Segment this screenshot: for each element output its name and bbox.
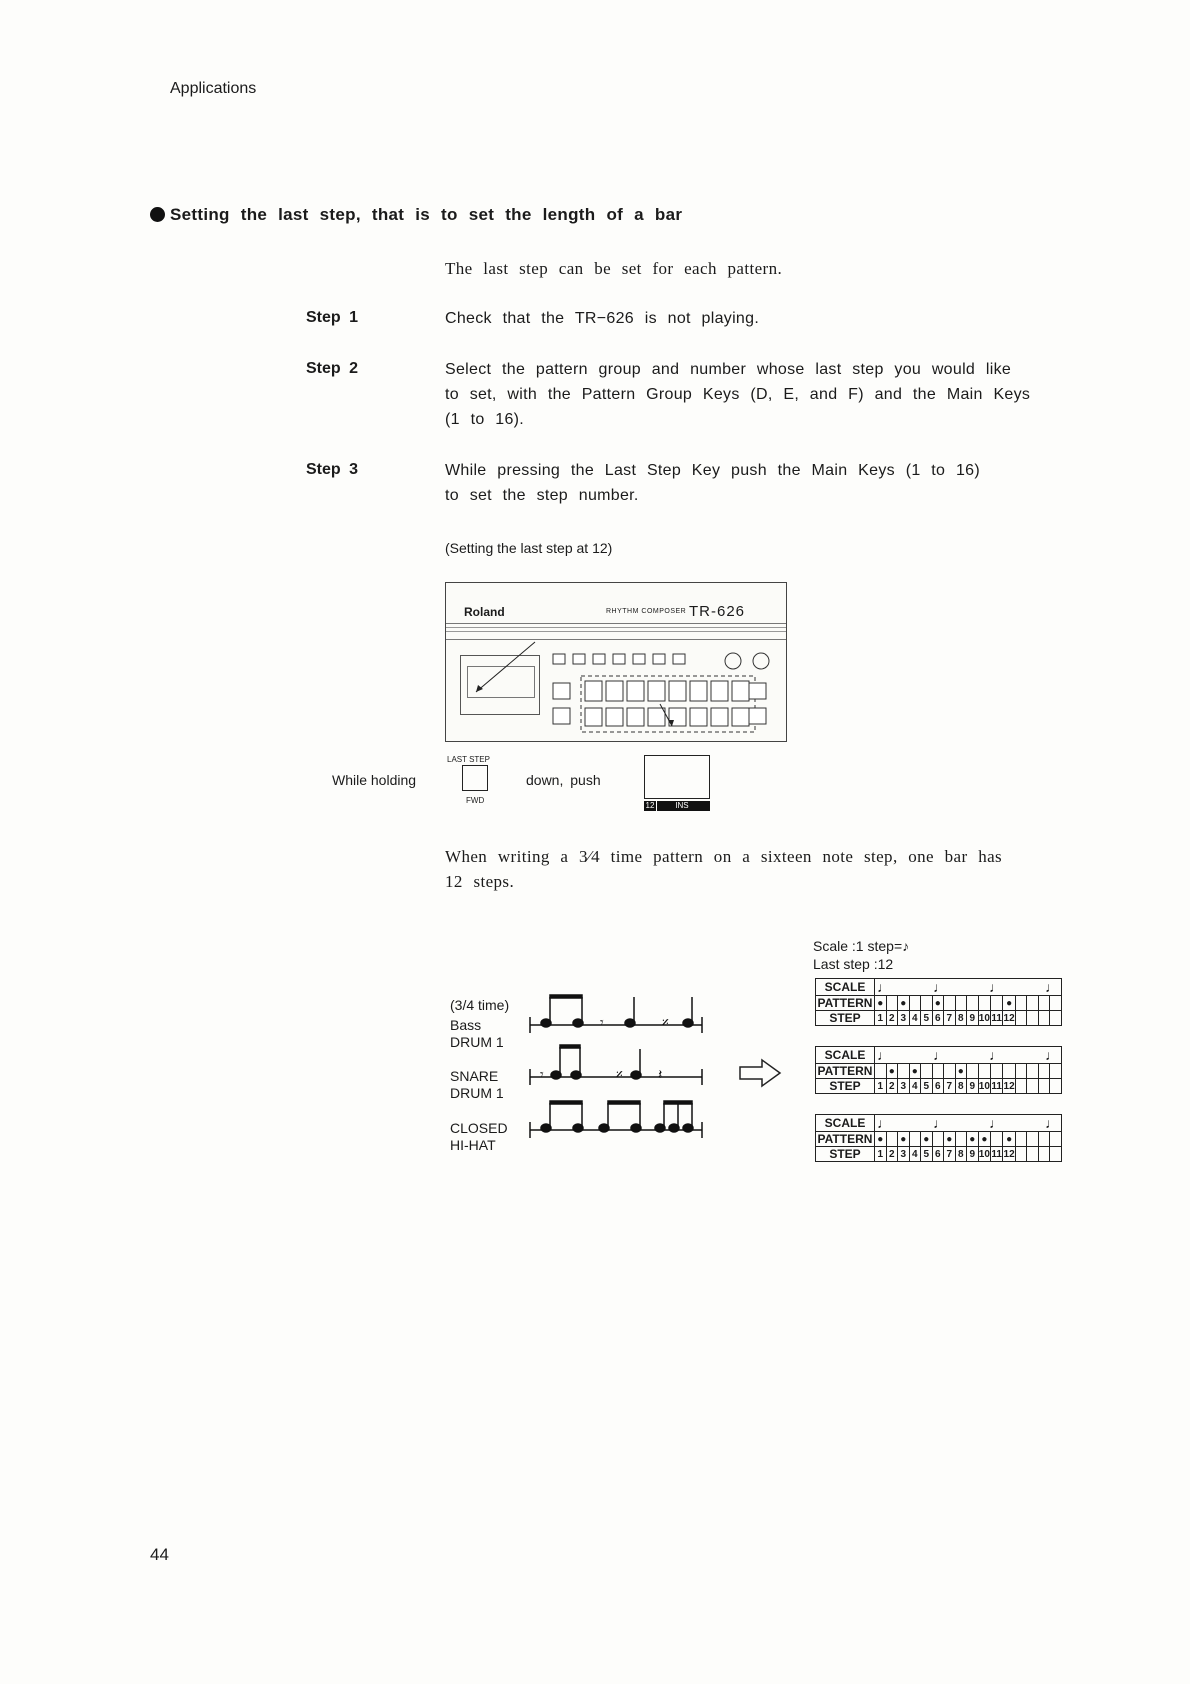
rhythm-notation [528,985,718,1155]
pattern-cell: ● [886,1064,898,1079]
side-button [749,683,766,699]
last-step-key [462,765,488,791]
main-key-button [711,681,728,701]
step-cell: 12 [1003,1012,1015,1024]
svg-text:𝄎: 𝄎 [616,1067,623,1083]
step-2-label: Step 2 [306,360,359,377]
step-cell: 1 [875,1079,887,1094]
step-cell: 11 [991,1080,1002,1092]
pattern-cell: ● [875,1132,887,1147]
down-push-text: down, push [526,772,601,788]
step-cell: 12 [1003,1148,1015,1160]
step-cell: 8 [955,1079,967,1094]
instrument-snare: SNARE DRUM 1 [450,1068,504,1101]
instrument-bass: Bass DRUM 1 [450,1017,504,1050]
step-cell [1015,1147,1027,1162]
scale-header: SCALE [816,1115,875,1132]
main-key [644,755,710,799]
step-cell: 10 [978,1148,990,1160]
step-cell [1027,1079,1039,1094]
step-grid-3 [815,1114,1062,1162]
pattern-cell [909,1132,921,1147]
step-cell: 10 [978,1012,990,1024]
pattern-cell: ● [932,996,944,1011]
pattern-cell [909,996,921,1011]
step-cell: 11 [991,1148,1002,1160]
step-cell: 12 [1003,1080,1015,1092]
step-cell: 8 [955,1147,967,1162]
main-key-button [711,708,728,726]
step-cell [1038,1011,1050,1026]
model-prefix: RHYTHM COMPOSER [606,608,687,615]
step-cell: 5 [921,1011,933,1026]
step-cell: 9 [967,1079,979,1094]
main-key-button [732,708,749,726]
step-cell [1027,1011,1039,1026]
pattern-cell [1027,1064,1039,1079]
step-cell: 10 [978,1080,990,1092]
step-cell: 3 [898,1011,910,1026]
step-cell: 4 [909,1147,921,1162]
step-cell [1050,1011,1062,1026]
scale-notes: ♩ ♩ ♩ ♩ [875,979,1062,996]
right-arrow-icon [738,1058,784,1088]
pattern-cell [1015,996,1027,1011]
last-step-label: LAST STEP [447,755,490,764]
pattern-cell [1003,1064,1016,1079]
pattern-cell [932,1132,944,1147]
bullet-icon [150,207,165,222]
pattern-cell [944,1064,956,1079]
explanation-text: When writing a 3⁄4 time pattern on a sixteen note step, one bar has 12 steps. [445,847,1003,891]
pattern-cell: ● [1003,996,1016,1011]
step-cell: 4 [909,1079,921,1094]
pattern-cell: ● [967,1132,979,1147]
scale-notes: ♩ ♩ ♩ ♩ [875,1047,1062,1064]
scale-notes: ♩ ♩ ♩ ♩ [875,1115,1062,1132]
pattern-cell [955,996,967,1011]
pattern-cell [1050,996,1062,1011]
instrument-hihat: CLOSED HI-HAT [450,1120,508,1153]
pattern-cell: ● [978,1132,991,1147]
step-cell: 2 [886,1011,898,1026]
pattern-cell [1015,1132,1027,1147]
pattern-cell [1015,1064,1027,1079]
pattern-cell [886,996,898,1011]
brand-logo: Roland [464,605,505,619]
pattern-cell [921,996,933,1011]
svg-text:𝄽: 𝄽 [658,1067,663,1083]
step-cell [1015,1079,1027,1094]
step-cell: 9 [967,1147,979,1162]
step-grid-1 [815,978,1062,1026]
pattern-cell [875,1064,887,1079]
step-3-label: Step 3 [306,461,359,478]
pattern-cell [1050,1132,1062,1147]
step-cell: 6 [932,1147,944,1162]
step-header: STEP [816,1011,875,1026]
pattern-cell: ● [898,1132,910,1147]
pattern-cell [978,996,991,1011]
pattern-cell [886,1132,898,1147]
pattern-cell [1027,996,1039,1011]
step-1-label: Step 1 [306,309,359,326]
step-header: STEP [816,1147,875,1162]
last-step-line: Last step :12 [813,956,894,972]
side-button [749,708,766,724]
pattern-cell [932,1064,944,1079]
step-cell [1015,1011,1027,1026]
step-cell: 8 [955,1011,967,1026]
step-cell: 1 [875,1147,887,1162]
step-cell: 6 [932,1079,944,1094]
pattern-cell [1038,1132,1050,1147]
pattern-cell: ● [944,1132,956,1147]
step-cell [1050,1079,1062,1094]
pattern-cell: ● [875,996,887,1011]
step-cell [1027,1147,1039,1162]
step-cell: 3 [898,1147,910,1162]
pointer-lines [440,640,700,760]
pattern-cell [1038,1064,1050,1079]
pattern-cell: ● [1003,1132,1016,1147]
pattern-header: PATTERN [816,1132,875,1147]
pattern-cell [1027,1132,1039,1147]
step-cell: 6 [932,1011,944,1026]
pattern-cell: ● [921,1132,933,1147]
pattern-cell [967,1064,979,1079]
step-cell: 7 [944,1147,956,1162]
step-cell: 5 [921,1147,933,1162]
lcd-display: 12 INS [644,801,710,811]
model-name: TR-626 [689,603,746,620]
pattern-header: PATTERN [816,1064,875,1079]
time-sig-label: (3/4 time) [450,997,510,1013]
pattern-cell [967,996,979,1011]
scale-header: SCALE [816,1047,875,1064]
step-cell: 7 [944,1079,956,1094]
pattern-cell [921,1064,933,1079]
fwd-label: FWD [466,796,485,805]
step-grid-table [815,1114,1062,1162]
step-cell: 5 [921,1079,933,1094]
step-cell: 7 [944,1011,956,1026]
while-holding-text: While holding [332,772,417,788]
scale-line: Scale :1 step=♪ [813,938,910,954]
step-grid-table [815,978,1062,1026]
running-header: Applications [170,80,257,97]
pattern-cell [955,1132,967,1147]
pattern-cell: ● [898,996,910,1011]
step-cell: 2 [886,1147,898,1162]
step-2-text: Select the pattern group and number whose last step you would like to set, with the Pattern Group Keys (D, E, and F) and the Main Keys (1 to 16). [445,361,1031,428]
pattern-cell [944,996,956,1011]
page-number: 44 [150,1545,169,1564]
step-header: STEP [816,1079,875,1094]
pattern-cell [1050,1064,1062,1079]
pattern-cell [991,1064,1003,1079]
step-grid-2 [815,1046,1062,1094]
step-cell: 2 [886,1079,898,1094]
svg-text:𝄾: 𝄾 [540,1067,544,1083]
step-grid-table [815,1046,1062,1094]
pattern-cell [1038,996,1050,1011]
main-key-button [732,681,749,701]
scale-header: SCALE [816,979,875,996]
step-cell: 9 [967,1011,979,1026]
pattern-header: PATTERN [816,996,875,1011]
step-1-text: Check that the TR−626 is not playing. [445,310,760,327]
intro-text: The last step can be set for each pattern. [445,259,783,278]
step-3-text: While pressing the Last Step Key push the Main Keys (1 to 16) to set the step number. [445,462,980,504]
pattern-cell [978,1064,991,1079]
svg-text:𝄾: 𝄾 [600,1015,604,1031]
step-cell [1038,1147,1050,1162]
pattern-cell [991,996,1003,1011]
step-cell: 1 [875,1011,887,1026]
step-cell [1038,1079,1050,1094]
pattern-cell: ● [955,1064,967,1079]
step-cell: 11 [991,1012,1002,1024]
pattern-cell [991,1132,1003,1147]
step-cell: 3 [898,1079,910,1094]
svg-text:𝄎: 𝄎 [662,1015,669,1031]
pattern-cell: ● [909,1064,921,1079]
step-cell: 4 [909,1011,921,1026]
sixteenth-note-icon: ♪ [902,938,910,954]
step-cell [1050,1147,1062,1162]
section-heading: Setting the last step, that is to set the length of a bar [150,205,682,225]
figure-caption: (Setting the last step at 12) [445,540,613,556]
pattern-cell [898,1064,910,1079]
